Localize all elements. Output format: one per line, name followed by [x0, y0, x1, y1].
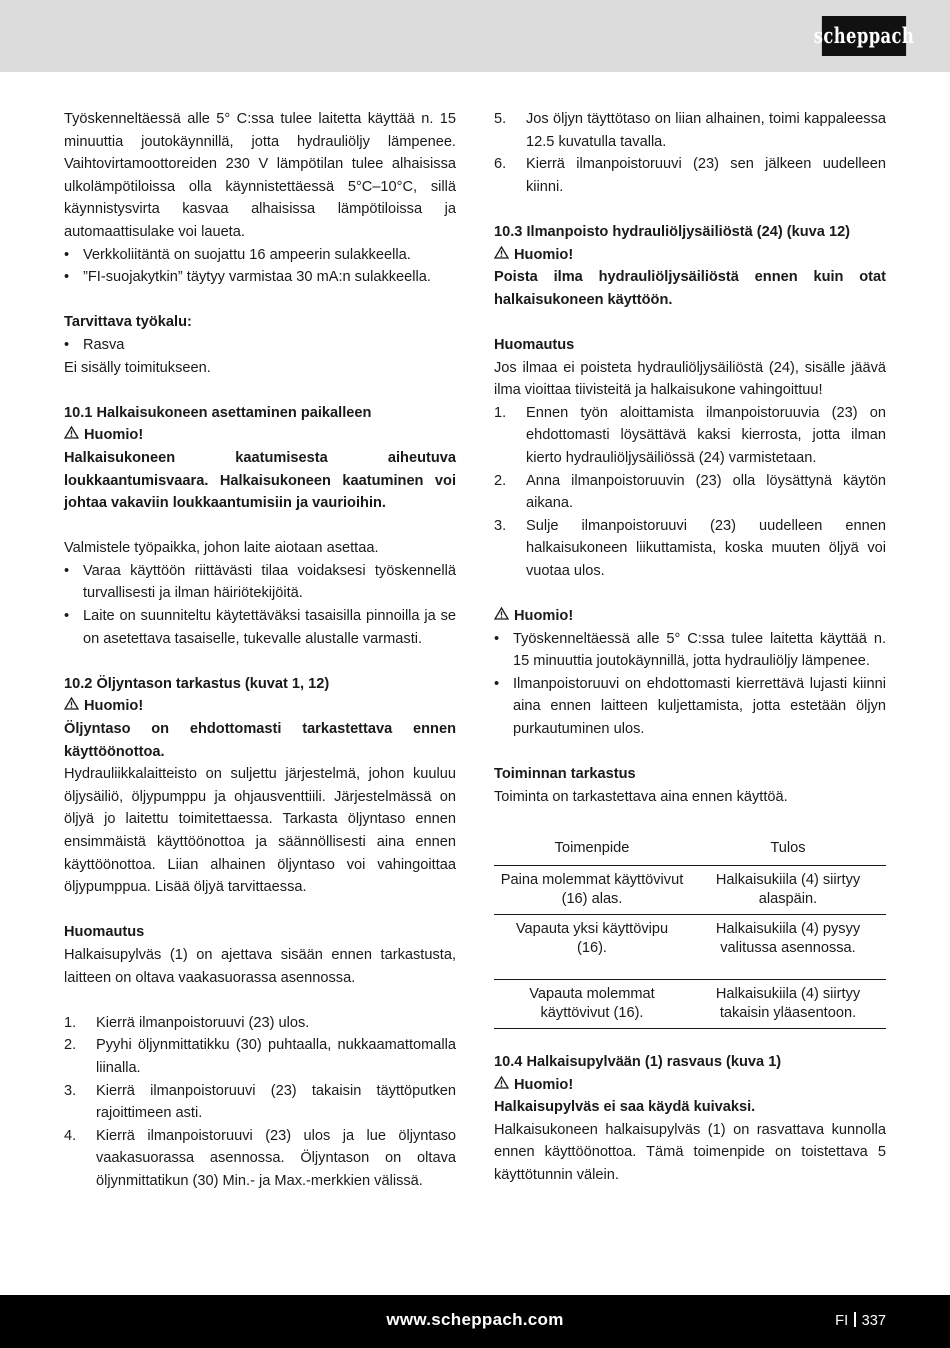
- list-item: 3. Sulje ilmanpoistoruuvi (23) uudelleen ennen halkaisukoneen liikuttamista, koska muuten öljyä voi vuotaa ulos.: [494, 517, 886, 579]
- list-item: 3. Kierrä ilmanpoistoruuvi (23) takaisin täyttöputken rajoittimeen asti.: [64, 1082, 456, 1122]
- intro-paragraph: Työskenneltäessä alle 5° C:ssa tulee laitetta käyttää n. 15 minuuttia joutokäynnillä, jotta hydrauliöljy lämpenee. Vaihtovirtamoottoreiden 230 V lämpötilan tulee alhaisissa ulkolämpötiloissa olla käynnistettäessä 5°C–10°C, sillä käynnistysvirta kasvaa alhaisissa lämpötiloissa ja automaattisulake voi laueta.: [64, 111, 456, 240]
- list-item: 2. Anna ilmanpoistoruuvin (23) olla löysättynä käytön aikana.: [494, 472, 886, 512]
- footer-bar: [0, 1295, 950, 1348]
- warning-triangle-icon: [494, 244, 514, 267]
- warning-text: Poista ilma hydrauliöljysäiliöstä ennen kuin otat halkaisukoneen käyttöön.: [494, 269, 886, 308]
- list-item: 6. Kierrä ilmanpoistoruuvi (23) sen jälkeen uudelleen kiinni.: [494, 156, 886, 195]
- right-column: [494, 108, 886, 1187]
- section-heading-10-3: 10.3 Ilmanpoisto hydrauliöljysäiliöstä (24) (kuva 12): [494, 223, 851, 240]
- column-header: Toimenpide: [494, 833, 690, 865]
- list-item: • Rasva: [64, 334, 456, 357]
- tool-heading: Tarvittava työkalu:: [64, 314, 192, 331]
- table-cell: Paina molemmat käyttövivut (16) alas.: [494, 865, 690, 914]
- left-column: [64, 108, 456, 1193]
- scheppach-logo: scheppach: [822, 16, 906, 56]
- section-heading-10-1: 10.1 Halkaisukoneen asettaminen paikalleen: [64, 404, 372, 421]
- function-check-table: [494, 833, 886, 1029]
- warning-triangle-icon: [64, 695, 84, 718]
- list-item: • Verkkoliitäntä on suojattu 16 ampeerin sulakkeella.: [64, 244, 456, 267]
- list-item: 1. Kierrä ilmanpoistoruuvi (23) ulos.: [64, 1014, 310, 1031]
- table-header-row: [494, 833, 886, 865]
- list-item: • Ilmanpoistoruuvi on ehdottomasti kierrettävä lujasti kiinni aina ennen laitteen kuljettamista, jotta estetään öljyn purkautuminen ulos.: [494, 673, 886, 741]
- table-cell: Halkaisukiila (4) pysyy valitussa asennossa.: [690, 914, 886, 979]
- table-cell: Halkaisukiila (4) siirtyy alaspäin.: [690, 865, 886, 914]
- list-item: 5. Jos öljyn täyttötaso on liian alhainen, toimi kappaleessa 12.5 kuvatulla tavalla.: [494, 111, 886, 150]
- warning-triangle-icon: [494, 1074, 514, 1097]
- note-text: Halkaisupylväs (1) on ajettava sisään ennen tarkastusta, laitteen on oltava vaakasuorassa asennossa.: [64, 946, 456, 986]
- language-code: FI: [835, 1313, 849, 1329]
- page-num: 337: [861, 1313, 886, 1329]
- note-text: Jos ilmaa ei poisteta hydrauliöljysäiliöstä (24), sisälle jäävä ilma vioittaa tiivisteitä ja halkaisukone vahingoittuu!: [494, 359, 886, 399]
- list-item: 4. Kierrä ilmanpoistoruuvi (23) ulos ja lue öljyntaso vaakasuorassa asennossa. Öljyntason on oltava öljynmittatikun (30) Min.- ja Max.-merkkien välissä.: [64, 1127, 456, 1189]
- section-text: Valmistele työpaikka, johon laite aiotaan asettaa.: [64, 540, 379, 557]
- warning-label: Huomio!: [64, 424, 456, 447]
- warning-label: Huomio!: [494, 244, 886, 267]
- note-heading: Huomautus: [64, 924, 145, 941]
- section-heading-10-2: 10.2 Öljyntason tarkastus (kuvat 1, 12): [64, 675, 330, 692]
- warning-label: Huomio!: [494, 605, 886, 628]
- table-cell: Vapauta molemmat käyttövivut (16).: [494, 979, 690, 1028]
- warning-label: Huomio!: [494, 1074, 886, 1097]
- table-cell: Vapauta yksi käyttövipu (16).: [494, 914, 690, 979]
- list-item: • ”FI-suojakytkin” täytyy varmistaa 30 mA:n sulakkeella.: [64, 266, 456, 289]
- list-item: 1. Ennen työn aloittamista ilmanpoistoruuvia (23) on ehdottomasti löysättävä kaksi kierrosta, jotta ilman kierto hydrauliöljysäiliössä (24) varmistetaan.: [494, 404, 886, 466]
- warning-text: Halkaisupylväs ei saa käydä kuivaksi.: [494, 1099, 756, 1116]
- section-text: Hydrauliikkalaitteisto on suljettu järjestelmä, johon kuuluu öljysäiliö, öljypumppu ja ohjausventtiili. Järjestelmässä on öljyä jo laitettu toimitettaessa. Tarkasta öljyntaso ennen ensimmäistä käyttöönottoa ja säännöllisesti aina ennen käyttöönottoa. Liian alhainen öljyntaso voi vahingoittaa öljypumppua. Lisää öljyä tarvittaessa.: [64, 766, 456, 896]
- function-check-text: Toiminta on tarkastettava aina ennen käyttöä.: [494, 788, 788, 805]
- table-cell: Halkaisukiila (4) siirtyy takaisin yläasentoon.: [690, 979, 886, 1028]
- tool-note: Ei sisälly toimitukseen.: [64, 359, 211, 376]
- note-heading: Huomautus: [494, 336, 575, 353]
- warning-triangle-icon: [64, 424, 84, 447]
- list-item: • Varaa käyttöön riittävästi tilaa voidaksesi työskennellä turvallisesti ja ilman häiriötekijöitä.: [64, 560, 456, 605]
- table-row: [494, 914, 886, 979]
- section-text: Halkaisukoneen halkaisupylväs (1) on rasvattava kunnolla ennen käyttöönottoa. Tämä toimenpide on toistettava 5 käyttötunnin välein.: [494, 1121, 886, 1184]
- table-row: [494, 979, 886, 1028]
- list-item: 2. Pyyhi öljynmittatikku (30) puhtaalla, nukkaamattomalla liinalla.: [64, 1037, 456, 1076]
- list-item: • Työskenneltäessä alle 5° C:ssa tulee laitetta käyttää n. 15 minuuttia joutokäynnillä, jotta hydrauliöljy lämpenee.: [494, 628, 886, 673]
- page-number: [835, 1310, 886, 1333]
- website-link[interactable]: www.scheppach.com: [386, 1310, 564, 1329]
- warning-triangle-icon: [494, 605, 514, 628]
- list-item: • Laite on suunniteltu käytettäväksi tasaisilla pinnoilla ja se on asetettava tasaiselle, tukevalle alustalle varmasti.: [64, 605, 456, 650]
- table-row: [494, 865, 886, 914]
- warning-text: Öljyntaso on ehdottomasti tarkastettava ennen käyttöönottoa.: [64, 721, 456, 760]
- warning-text: Halkaisukoneen kaatumisesta aiheutuva loukkaantumisvaara. Halkaisukoneen kaatuminen voi johtaa vakaviin loukkaantumisiin ja vaurioihin.: [64, 449, 456, 512]
- section-heading-10-4: 10.4 Halkaisupylvään (1) rasvaus (kuva 1): [494, 1054, 782, 1071]
- warning-label: Huomio!: [64, 695, 456, 718]
- function-check-heading: Toiminnan tarkastus: [494, 766, 636, 783]
- header-bar: [0, 0, 950, 72]
- column-header: Tulos: [690, 833, 886, 865]
